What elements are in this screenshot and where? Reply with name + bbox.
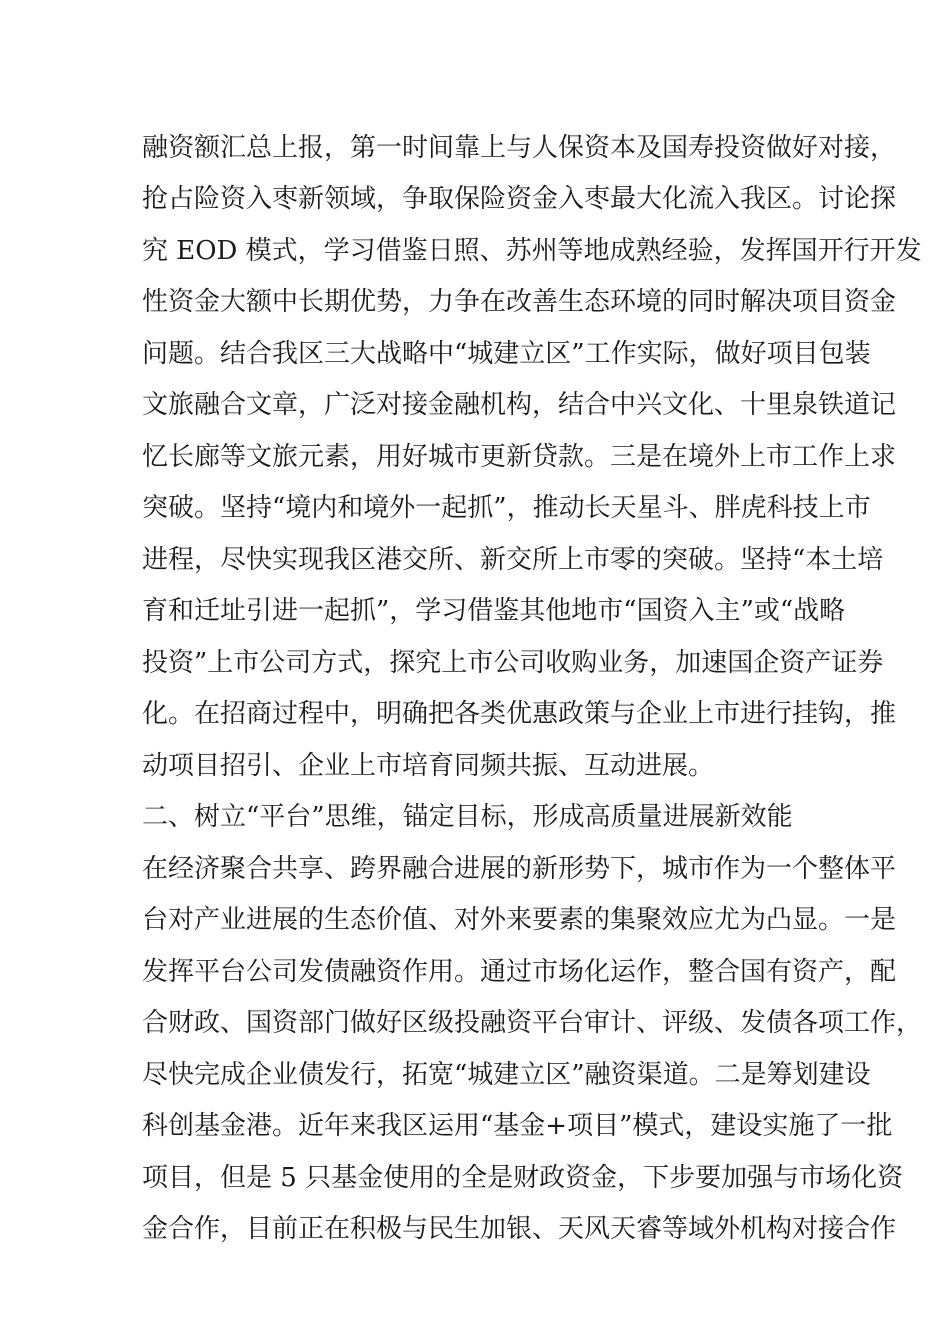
paragraph-line: 金合作，目前正在积极与民生加银、天风天睿等域外机构对接合作 [142,1214,897,1244]
paragraph-line: 突破。坚持“境内和境外一起抓”，推动长天星斗、胖虎科技上市 [142,493,871,523]
paragraph-line: 进程，尽快实现我区港交所、新交所上市零的突破。坚持“本土培 [142,545,884,575]
paragraph-line: 融资额汇总上报，第一时间靠上与人保资本及国寿投资做好对接， [142,133,897,163]
paragraph-line: 究 EOD 模式，学习借鉴日照、苏州等地成熟经验，发挥国开行开发 [142,236,922,266]
paragraph-line: 抢占险资入枣新领域，争取保险资金入枣最大化流入我区。讨论探 [142,184,897,214]
paragraph-line: 问题。结合我区三大战略中“城建立区”工作实际，做好项目包装 [142,339,871,369]
paragraph-line: 发挥平台公司发债融资作用。通过市场化运作，整合国有资产，配 [142,957,897,987]
paragraph-line: 性资金大额中长期优势，力争在改善生态环境的同时解决项目资金 [142,287,897,317]
paragraph-line: 科创基金港。近年来我区运用“基金+项目”模式，建设实施了一批 [142,1111,893,1141]
paragraph-line: 尽快完成企业债发行，拓宽“城建立区”融资渠道。二是筹划建设 [142,1060,871,1090]
paragraph-line: 项目，但是 5 只基金使用的全是财政资金，下步要加强与市场化资 [142,1163,904,1193]
paragraph-line: 动项目招引、企业上市培育同频共振、互动进展。 [142,751,715,781]
paragraph-line: 合财政、国资部门做好区级投融资平台审计、评级、发债各项工作， [142,1008,923,1038]
paragraph-line: 育和迁址引进一起抓”，学习借鉴其他地市“国资入主”或“战略 [142,596,846,626]
paragraph-line: 化。在招商过程中，明确把各类优惠政策与企业上市进行挂钩，推 [142,699,897,729]
section-heading: 二、树立“平台”思维，锚定目标，形成高质量进展新效能 [142,802,793,832]
paragraph-line: 台对产业进展的生态价值、对外来要素的集聚效应尤为凸显。一是 [142,905,897,935]
paragraph-line: 投资”上市公司方式，探究上市公司收购业务，加速国企资产证券 [142,648,884,678]
paragraph-line: 在经济聚合共享、跨界融合进展的新形势下，城市作为一个整体平 [142,854,897,884]
paragraph-line: 忆长廊等文旅元素，用好城市更新贷款。三是在境外上市工作上求 [142,442,897,472]
paragraph-line: 文旅融合文章，广泛对接金融机构，结合中兴文化、十里泉铁道记 [142,390,897,420]
